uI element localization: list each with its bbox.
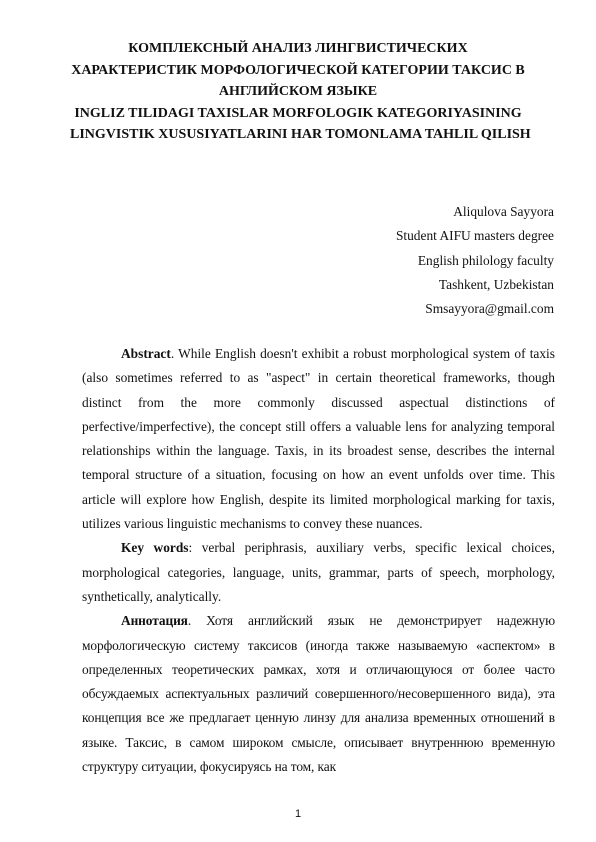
author-position: Student AIFU masters degree: [395, 228, 554, 244]
title-line-ru-3: АНГЛИЙСКОМ ЯЗЫКЕ: [218, 84, 378, 100]
title-line-ru-2: ХАРАКТЕРИСТИК МОРФОЛОГИЧЕСКОЙ КАТЕГОРИИ ТАКСИС В: [71, 62, 525, 78]
author-faculty: English philology faculty: [417, 252, 554, 268]
author-email: Smsayyora@gmail.com: [425, 301, 554, 317]
annotation-paragraph: [82, 609, 555, 779]
title-line-uz-1: INGLIZ TILIDAGI TAXISLAR MORFOLOGIK KATEGORIYASINING: [74, 105, 522, 121]
paper-body: [82, 342, 555, 779]
keywords-label: Key words: [121, 540, 189, 556]
title-line-uz-2: LINGVISTIK XUSUSIYATLARINI HAR TOMONLAMA TAHLIL QILISH: [70, 127, 531, 143]
author-block: [396, 200, 554, 321]
paper-title: [70, 38, 531, 146]
annotation-label: Аннотация: [121, 613, 188, 629]
title-line-ru-1: КОМПЛЕКСНЫЙ АНАЛИЗ ЛИНГВИСТИЧЕСКИХ: [128, 41, 468, 56]
abstract-text: . While English doesn't exhibit a robust morphological system of taxis (also sometimes referred to as "aspect" in certain theoretical frameworks, though distinct from the more commonly discussed aspectual distinctions of perfective/imperfective), the concept still offers a valuable lens for analyzing temporal relationships within the language. Taxis, in its broadest sense, describes the internal temporal structure of a situation, focusing on how an event unfolds over time. This article will explore how English, despite its limited morphological marking for taxis, utilizes various linguistic mechanisms to convey these nuances.: [82, 346, 555, 532]
page-number: 1: [294, 808, 302, 820]
abstract-paragraph: [82, 342, 555, 536]
abstract-label: Abstract: [121, 346, 171, 361]
keywords-paragraph: [82, 536, 555, 609]
author-location: Tashkent, Uzbekistan: [438, 276, 554, 292]
annotation-text: . Хотя английский язык не демонстрирует надежную морфологическую систему таксисов (иногда также называемую «аспектом» в определенных теоретических рамках, хотя и отличающуюся от более часто обсуждаемых аспектуальных различий совершенного/несовершенного вида), эта концепция все же предлагает ценную линзу для анализа временных отношений в языке. Таксис, в самом широком смысле, описывает внутреннюю временную структуру ситуации, фокусируясь на том, как: [82, 613, 555, 775]
author-name: Aliqulova Sayyora: [453, 204, 554, 219]
keywords-text: : verbal periphrasis, auxiliary verbs, specific lexical choices, morphological categories, language, units, grammar, parts of speech, morphology, synthetically, analytically.: [82, 540, 555, 604]
